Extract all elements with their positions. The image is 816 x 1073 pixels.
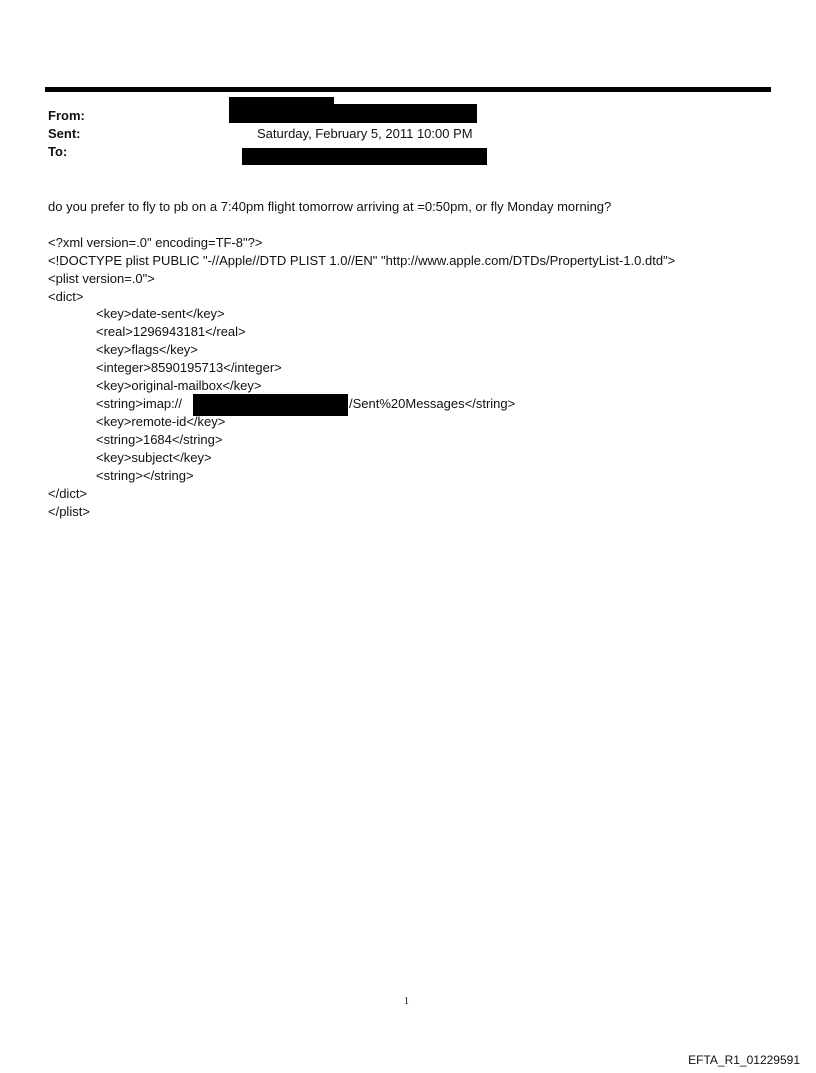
- from-label: From:: [48, 108, 85, 123]
- key-original-mailbox: <key>original-mailbox</key>: [96, 378, 262, 393]
- mailbox-string-prefix: <string>imap://: [96, 396, 182, 411]
- message-body: do you prefer to fly to pb on a 7:40pm flight tomorrow arriving at =0:50pm, or fly Monday morning?: [48, 199, 612, 214]
- sent-value: Saturday, February 5, 2011 10:00 PM: [257, 126, 473, 141]
- remote-id-value: <string>1684</string>: [96, 432, 223, 447]
- mailbox-string-suffix: /Sent%20Messages</string>: [349, 396, 516, 411]
- redaction-mailbox: [193, 394, 348, 416]
- redaction-from: [229, 104, 477, 123]
- page-number: 1: [404, 996, 409, 1007]
- plist-close-tag: </plist>: [48, 504, 90, 519]
- xml-declaration: <?xml version=.0" encoding=TF-8"?>: [48, 235, 263, 250]
- key-remote-id: <key>remote-id</key>: [96, 414, 226, 429]
- doctype-line: <!DOCTYPE plist PUBLIC "-//Apple//DTD PLIST 1.0//EN" "http://www.apple.com/DTDs/PropertyList-1.0.dtd">: [48, 253, 676, 268]
- integer-value: <integer>8590195713</integer>: [96, 360, 282, 375]
- real-value: <real>1296943181</real>: [96, 324, 246, 339]
- subject-value: <string></string>: [96, 468, 194, 483]
- key-subject: <key>subject</key>: [96, 450, 212, 465]
- key-date-sent: <key>date-sent</key>: [96, 306, 225, 321]
- bates-number: EFTA_R1_01229591: [688, 1053, 800, 1067]
- key-flags: <key>flags</key>: [96, 342, 198, 357]
- dict-close-tag: </dict>: [48, 486, 88, 501]
- to-label: To:: [48, 144, 68, 159]
- plist-open-tag: <plist version=.0">: [48, 271, 155, 286]
- redaction-to: [242, 148, 487, 165]
- header-divider: [45, 87, 771, 92]
- sent-label: Sent:: [48, 126, 81, 141]
- dict-open-tag: <dict>: [48, 289, 84, 304]
